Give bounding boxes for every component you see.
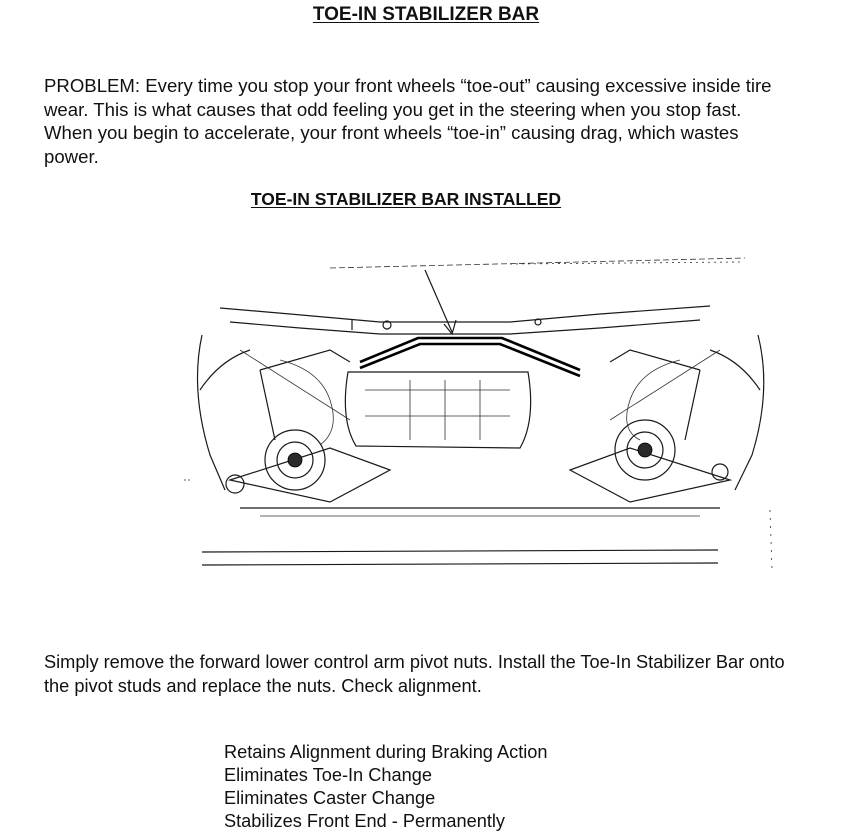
edge-dash-right bbox=[770, 510, 772, 570]
benefit-item: Retains Alignment during Braking Action bbox=[224, 742, 548, 762]
pointer-line bbox=[425, 270, 452, 332]
left-strut bbox=[260, 370, 275, 440]
right-strut bbox=[685, 370, 700, 440]
right-wheel-arc bbox=[710, 350, 760, 390]
figure-caption: TOE-IN STABILIZER BAR INSTALLED bbox=[250, 189, 562, 209]
engine-outline bbox=[345, 372, 530, 448]
left-ball-joint bbox=[226, 475, 244, 493]
benefit-item: Eliminates Caster Change bbox=[224, 788, 436, 808]
benefit-item: Eliminates Toe-In Change bbox=[224, 765, 432, 785]
left-wheel-arc bbox=[200, 350, 250, 390]
front-suspension-diagram bbox=[180, 240, 780, 580]
benefits-list bbox=[224, 741, 548, 833]
right-upper-arm bbox=[610, 350, 700, 370]
right-lower-control-arm bbox=[570, 448, 730, 502]
problem-paragraph: PROBLEM: Every time you stop your front wheels “toe-out” causing excessive inside tire wear. This is what causes that odd feeling you get in the steering when you stop fast. When you begin to accelerate, your front wheels “toe-in” causing drag, which wastes power. bbox=[44, 75, 772, 167]
benefit-item: Stabilizes Front End - Permanently bbox=[224, 811, 506, 831]
top-reference-line-2 bbox=[510, 262, 740, 264]
ground-line-bottom bbox=[202, 563, 718, 565]
engine-ribs bbox=[410, 380, 480, 440]
top-reference-line bbox=[330, 258, 745, 268]
left-lower-control-arm bbox=[230, 448, 390, 502]
installation-instructions: Simply remove the forward lower control arm pivot nuts. Install the Toe-In Stabilizer Bar onto the pivot studs and replace the nuts. Check alignment. bbox=[44, 652, 785, 696]
ground-line-top bbox=[202, 550, 718, 552]
engine-detail bbox=[365, 390, 510, 416]
right-ball-joint bbox=[712, 464, 728, 480]
right-fender bbox=[735, 335, 764, 490]
document-title: TOE-IN STABILIZER BAR bbox=[312, 4, 540, 25]
left-fender bbox=[198, 335, 226, 490]
suspension-line-drawing bbox=[180, 240, 780, 580]
crossmember-top bbox=[220, 306, 710, 322]
left-upper-arm bbox=[260, 350, 350, 370]
left-shock-mount bbox=[288, 453, 302, 467]
right-hose bbox=[627, 360, 680, 440]
right-shock-mount bbox=[638, 443, 652, 457]
